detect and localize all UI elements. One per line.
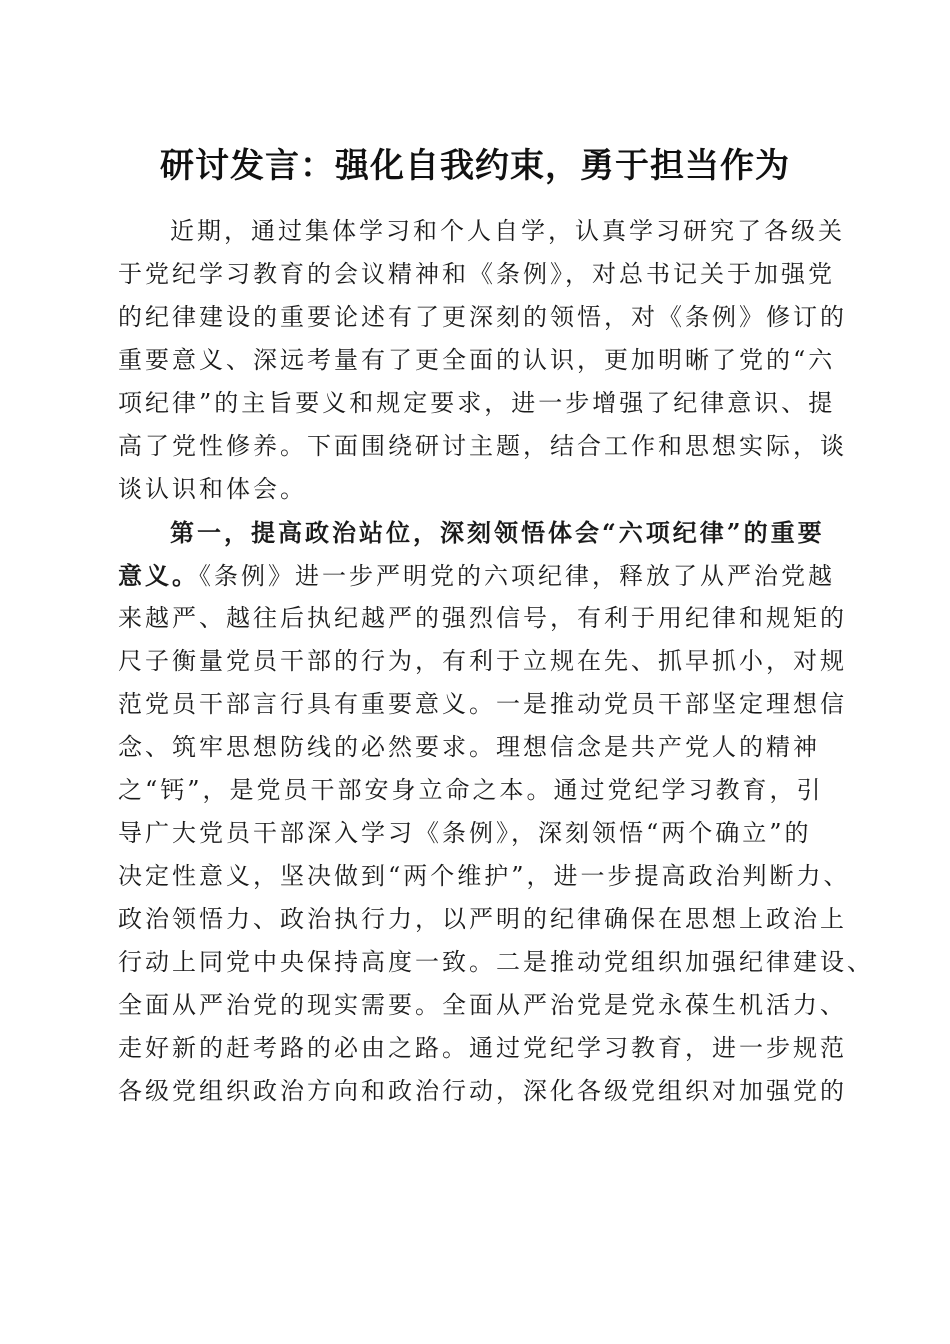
paragraph-line: 于党纪学习教育的会议精神和《条例》，对总书记关于加强党: [118, 260, 835, 288]
document-title: 研讨发言：强化自我约束，勇于担当作为: [160, 146, 790, 186]
paragraph-line: 高了党性修养。下面围绕研讨主题，结合工作和思想实际，谈: [118, 432, 847, 460]
paragraph-line: 决定性意义，坚决做到“两个维护”，进一步提高政治判断力、: [118, 862, 851, 890]
paragraph-line: 谈认识和体会。: [118, 475, 307, 503]
paragraph-line: [118, 554, 838, 597]
paragraph-line: 项纪律”的主旨要义和规定要求，进一步增强了纪律意识、提: [118, 389, 836, 417]
paragraph-line: 政治领悟力、政治执行力，以严明的纪律确保在思想上政治上: [118, 905, 847, 933]
paragraph-line: 全面从严治党的现实需要。全面从严治党是党永葆生机活力、: [118, 991, 847, 1019]
paragraph-line: 行动上同党中央保持高度一致。二是推动党组织加强纪律建设、: [118, 948, 874, 976]
paragraph-line-rest: 《条例》进一步严明党的六项纪律，释放了从严治党越: [199, 562, 835, 590]
paragraph-line: 近期，通过集体学习和个人自学，认真学习研究了各级关: [170, 217, 845, 245]
paragraph-line: 的纪律建设的重要论述有了更深刻的领悟，对《条例》修订的: [118, 303, 847, 331]
paragraph-line: 导广大党员干部深入学习《条例》，深刻领悟“两个确立”的: [118, 819, 812, 847]
paragraph-line: 之“钙”，是党员干部安身立命之本。通过党纪学习教育，引: [118, 776, 824, 804]
document-body: [118, 210, 874, 1113]
paragraph-line: 尺子衡量党员干部的行为，有利于立规在先、抓早抓小，对规: [118, 647, 847, 675]
paragraph-line: 来越严、越往后执纪越严的强烈信号，有利于用纪律和规矩的: [118, 604, 847, 632]
paragraph-line: 范党员干部言行具有重要意义。一是推动党员干部坚定理想信: [118, 690, 847, 718]
paragraph-line: 走好新的赶考路的必由之路。通过党纪学习教育，进一步规范: [118, 1034, 847, 1062]
paragraph-line: 念、筑牢思想防线的必然要求。理想信念是共产党人的精神: [118, 733, 820, 761]
section-heading-end: 意义。: [118, 561, 199, 590]
paragraph-line: 各级党组织政治方向和政治行动，深化各级党组织对加强党的: [118, 1077, 847, 1105]
section-heading-line: 第一，提高政治站位，深刻领悟体会“六项纪律”的重要: [170, 518, 825, 547]
paragraph-line: 重要意义、深远考量有了更全面的认识，更加明晰了党的“六: [118, 346, 836, 374]
